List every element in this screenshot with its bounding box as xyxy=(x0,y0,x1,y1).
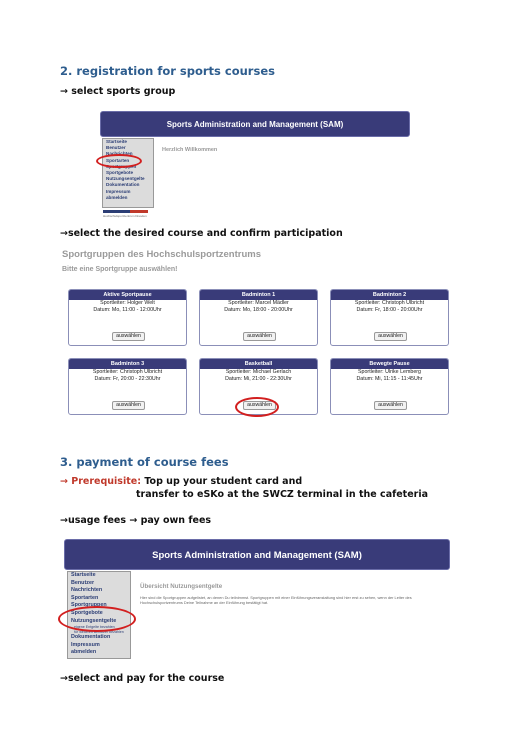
course-card xyxy=(330,289,449,346)
select-button[interactable]: auswählen xyxy=(374,401,407,410)
menu-item[interactable]: Sportgebote xyxy=(106,170,134,176)
course-card xyxy=(330,358,449,415)
highlight-ring-icon xyxy=(235,397,279,417)
menu-item[interactable]: Dokumentation xyxy=(106,182,140,188)
menu-item[interactable]: Benutzer xyxy=(71,579,95,586)
course-leader: Sportleiter: Christoph Ulbricht xyxy=(92,369,163,375)
course-leader: Sportleiter: Michael Gerlach xyxy=(225,369,292,375)
menu-item[interactable]: Nachrichten xyxy=(106,151,133,157)
fees-heading: Übersicht Nutzungsentgelte xyxy=(140,583,223,590)
prerequisite-label: → Prerequisite: xyxy=(60,476,142,487)
footer-logo-line xyxy=(103,210,148,213)
course-name: Basketball xyxy=(200,359,317,369)
menu-item[interactable]: Startseite xyxy=(71,572,96,578)
select-button[interactable]: auswählen xyxy=(112,401,145,410)
menu-item[interactable]: Dokumentation xyxy=(71,633,111,640)
course-date: Datum: Mo, 18:00 - 20:00Uhr xyxy=(224,307,293,313)
sports-groups-title: Sportgruppen des Hochschulsportzentrums xyxy=(62,249,261,260)
step-select-sports-group: → select sports group xyxy=(60,86,176,97)
course-card xyxy=(199,289,318,346)
select-button[interactable]: auswählen xyxy=(374,332,407,341)
sam-screenshot-fees xyxy=(64,539,454,661)
fees-description: Hier sind die Sportgruppen aufgelistet, an denen Du teilnimmst. Sportgruppen mit einer Einführungsveranstaltung sind hier erst zu sehen, wenn der Leiter des Hochschulsportzentrums Deine Teilnahme an der Einführung bestätigt hat. xyxy=(140,595,412,605)
course-leader: Sportleiter: Christoph Ulbricht xyxy=(354,300,425,306)
welcome-text: Herzlich Willkommen xyxy=(162,147,218,153)
course-date: Datum: Mo, 11:00 - 12:00Uhr xyxy=(93,307,162,313)
highlight-ring-icon xyxy=(96,154,142,168)
course-name: Bewegte Pause xyxy=(331,359,448,369)
course-date: Datum: Mi, 21:00 - 22:30Uhr xyxy=(225,376,292,382)
select-button[interactable]: auswählen xyxy=(112,332,145,341)
menu-item[interactable]: Impressum xyxy=(106,188,131,194)
sam-header: Sports Administration and Management (SAM) xyxy=(100,111,410,137)
course-name: Badminton 2 xyxy=(331,290,448,300)
menu-item-nutzungsentgelte[interactable]: Nutzungsentgelte xyxy=(71,617,117,624)
course-name: Aktive Sportpause xyxy=(69,290,186,300)
select-button[interactable]: auswählen xyxy=(243,332,276,341)
select-button-basketball[interactable]: auswählen xyxy=(243,401,276,410)
course-card xyxy=(68,358,187,415)
submenu-item-pay-other[interactable]: für weiteren Benutzer bezahlen xyxy=(74,629,124,634)
sam-screenshot-start xyxy=(100,111,430,219)
menu-item[interactable]: Nutzungsentgelte xyxy=(106,176,145,182)
step-select-course: →select the desired course and confirm participation xyxy=(60,228,343,239)
course-date: Datum: Fr, 20:00 - 22:30Uhr xyxy=(94,376,161,382)
sports-groups-subtitle: Bitte eine Sportgruppe auswählen! xyxy=(62,266,178,273)
menu-item[interactable]: abmelden xyxy=(71,649,97,656)
prerequisite xyxy=(60,476,302,487)
menu-item[interactable]: Impressum xyxy=(71,641,100,648)
menu-item[interactable]: Sportarten xyxy=(71,594,99,601)
prerequisite-line-1: Top up your student card and xyxy=(144,476,303,487)
sam-header: Sports Administration and Management (SAM) xyxy=(64,539,450,570)
course-leader: Sportleiter: Marcel Mädler xyxy=(228,300,289,306)
course-date: Datum: Fr, 18:00 - 20:00Uhr xyxy=(356,307,423,313)
course-leader: Sportleiter: Ulrike Lemberg xyxy=(358,369,421,375)
section-2-title: 2. registration for sports courses xyxy=(60,64,275,78)
submenu-item-pay-own[interactable]: eigene Entgelte bezahlen xyxy=(74,625,115,630)
menu-item-sportgruppen[interactable]: Sportgruppen xyxy=(106,163,137,169)
course-date: Datum: Mi, 11:15 - 11:45Uhr xyxy=(356,376,423,382)
course-name: Badminton 3 xyxy=(69,359,186,369)
step-usage-fees: →usage fees → pay own fees xyxy=(60,515,212,526)
highlight-ring-icon xyxy=(58,606,136,632)
menu-item[interactable]: Benutzer xyxy=(106,145,126,151)
menu-item[interactable]: Sportarten xyxy=(106,157,130,163)
step-pay-course: →select and pay for the course xyxy=(60,673,225,684)
menu-item[interactable]: Nachrichten xyxy=(71,587,103,594)
menu-item[interactable]: Sportgruppen xyxy=(71,602,107,609)
course-leader: Sportleiter: Holger Welt xyxy=(100,300,155,306)
course-name: Badminton 1 xyxy=(200,290,317,300)
prerequisite-line-2: transfer to eSKo at the SWCZ terminal in the cafeteria xyxy=(136,489,429,500)
menu-item[interactable]: Startseite xyxy=(106,139,127,144)
menu-item[interactable]: Sportgebote xyxy=(71,609,103,616)
sam-sidebar xyxy=(102,138,154,208)
menu-item[interactable]: abmelden xyxy=(106,194,128,200)
course-card xyxy=(68,289,187,346)
section-3-title: 3. payment of course fees xyxy=(60,455,229,469)
footer-logo-text: Hochschulsportzentrum Dresden xyxy=(103,214,147,218)
